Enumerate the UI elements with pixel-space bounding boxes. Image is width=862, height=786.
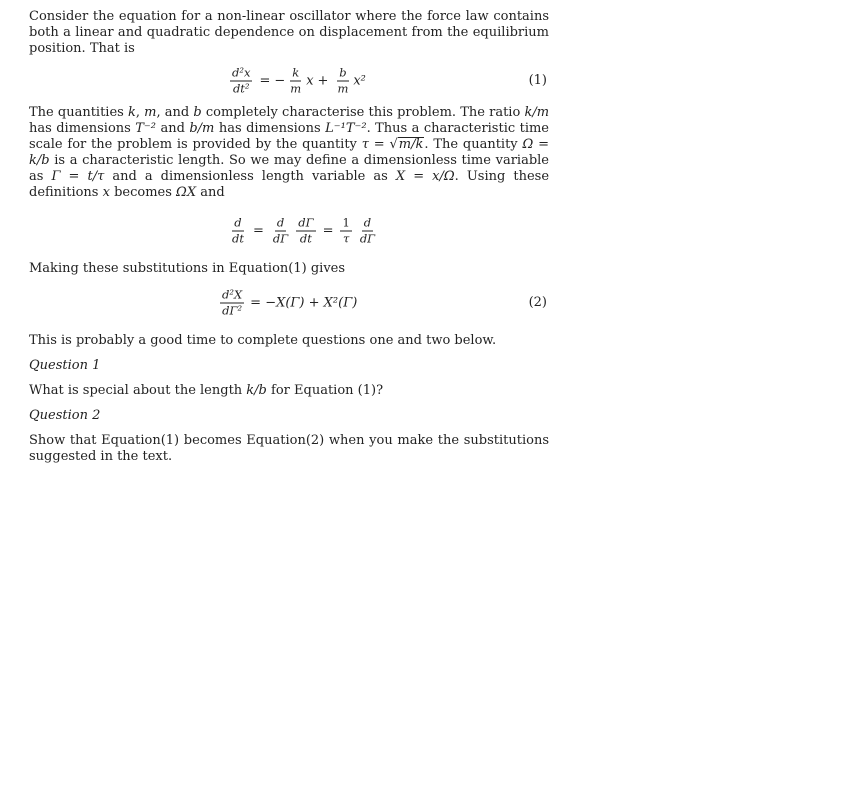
equation-2-number: (2) — [528, 295, 547, 310]
equation-2: $\frac{\text{d²X}}{\text{dΓ²}}$ = −X(Γ) + X²(Γ) (2) — [222, 287, 547, 318]
eq2-lhs-fraction: $\frac{\text{d²X}}{\text{dΓ²}}$ — [222, 287, 243, 318]
eq1-b-over-m: $\frac{b}{m}$ — [337, 65, 349, 96]
eq1-lhs-fraction: $\frac{\text{d²x}}{\text{dt²}}$ — [232, 65, 251, 96]
document-body — [29, 9, 549, 465]
question-2-text: Show that Equation(1) becomes Equation(2) when you make the substitutions suggested in the text. — [29, 433, 549, 464]
definitions-paragraph: The quantities k, m, and b completely characterise this problem. The ratio k/m has dimensions T⁻² and b/m has dimensions L⁻¹T⁻². Thus a characteristic time scale for the problem is provided by the quantity τ = √m/k. The quantity Ω = k/b is a characteristic length. So we may define a dimensionless time variable as Γ = t/τ and a dimensionless length variable as X = x/Ω. Using these definitions x becomes ΩX and — [29, 105, 550, 200]
substitution-paragraph: Making these substitutions in Equation(1) gives — [29, 261, 346, 276]
eq1-k-over-m: $\frac{k}{m}$ — [290, 65, 302, 96]
question-1-label: Question 1 — [29, 358, 101, 373]
question-2-label: Question 2 — [29, 408, 101, 423]
intro-paragraph: Consider the equation for a non-linear oscillator where the force law contains both a linear and quadratic dependence on displacement from the equilibrium position. That is — [29, 9, 549, 56]
equation-1-number: (1) — [528, 73, 547, 88]
prompt-paragraph: This is probably a good time to complete questions one and two below. — [29, 333, 497, 348]
question-1-text: What is special about the length k/b for Equation (1)? — [29, 383, 384, 398]
equation-1: $\frac{\text{d²x}}{\text{dt²}}$ = − $\frac{k}{m}$ x + $\frac{b}{m}$ x² (1) — [232, 65, 547, 96]
equation-chain-rule: $\frac{d}{dt}$ = $\frac{d}{d\Gamma}$ $\frac{d\Gamma}{dt}$ = $\frac{1}{\tau}$ $\frac{d}{d\Gamma}$ — [232, 215, 376, 246]
